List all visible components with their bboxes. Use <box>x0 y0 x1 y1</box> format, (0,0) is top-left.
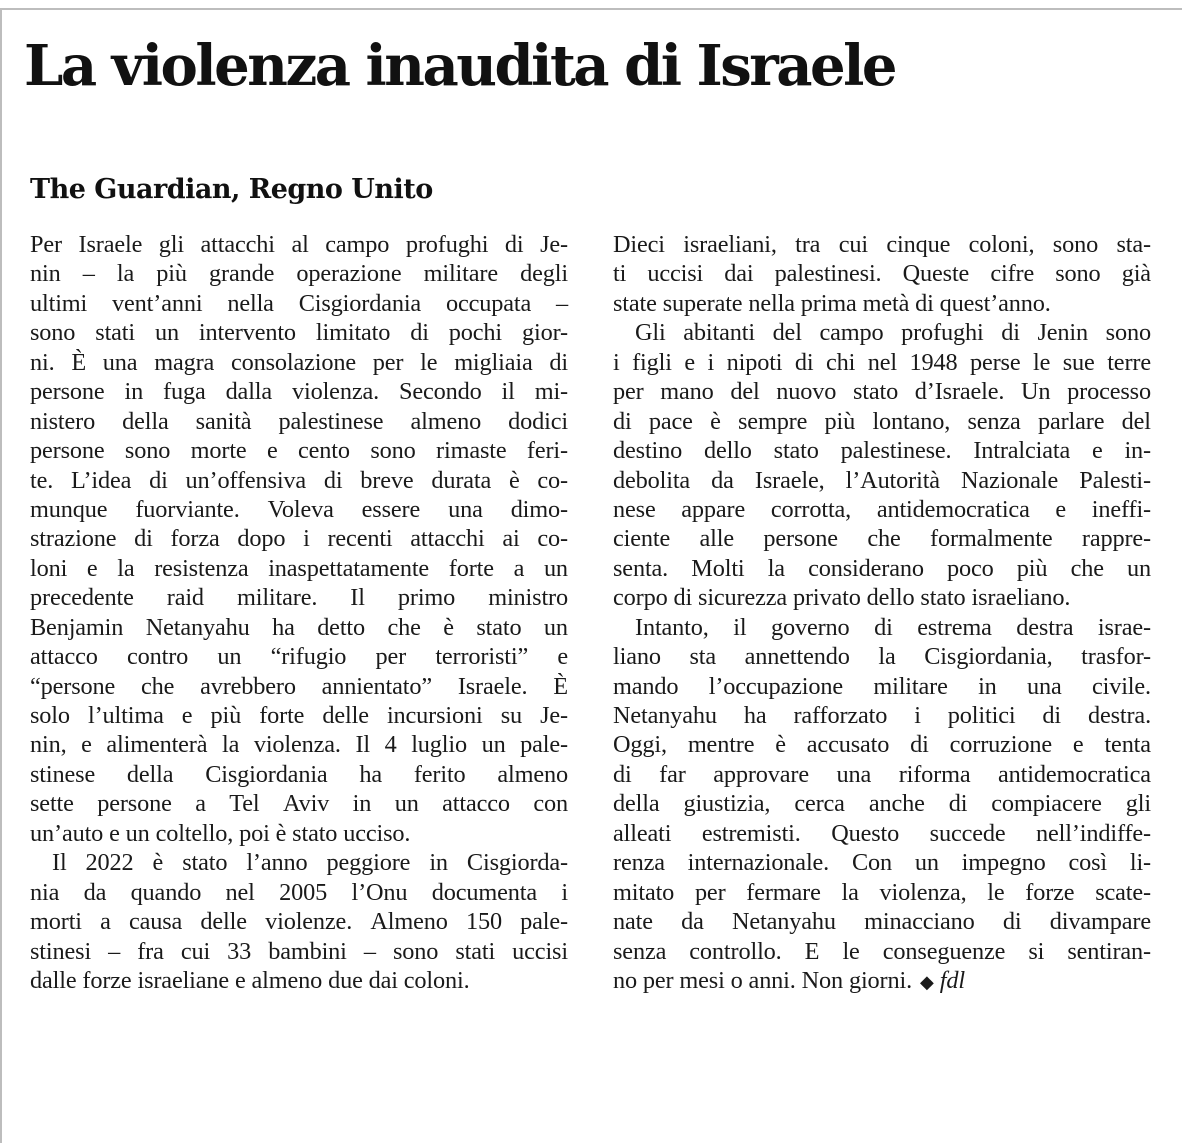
text-line: mando l’occupazione militare in una civile. <box>613 672 1151 700</box>
text-line: Netanyahu ha rafforzato i politici di destra. <box>613 702 1151 729</box>
text-line: attacco contro un “rifugio per terroristi” e <box>30 643 568 671</box>
text-line: liano sta annettendo la Cisgiordania, trasfor- <box>613 643 1151 671</box>
text-line: sette persone a Tel Aviv in un attacco con <box>30 790 568 818</box>
article-column-right <box>613 230 1151 995</box>
text-line: Dieci israeliani, tra cui cinque coloni, sono sta- <box>613 231 1151 258</box>
text-line: Il 2022 è stato l’anno peggiore in Cisgiorda- <box>52 849 568 877</box>
text-line: debolita da Israele, l’Autorità Nazionale Palesti- <box>613 466 1151 494</box>
text-line: ti uccisi dai palestinesi. Queste cifre sono già <box>613 260 1151 288</box>
text-line: strazione di forza dopo i recenti attacchi ai co- <box>30 525 568 553</box>
text-line: un’auto e un coltello, poi è stato ucciso. <box>30 819 411 847</box>
text-line: alleati estremisti. Questo succede nell’indiffe- <box>613 819 1151 847</box>
text-line: della giustizia, cerca anche di compiacere gli <box>613 790 1151 818</box>
text-line: senta. Molti la considerano poco più che un <box>613 554 1151 582</box>
text-line: nate da Netanyahu minacciano di divampare <box>613 908 1151 936</box>
text-line: corpo di sicurezza privato dello stato israeliano. <box>613 584 1071 612</box>
text-line: nin – la più grande operazione militare degli <box>30 260 568 288</box>
text-line: persone sono morte e cento sono rimaste feri- <box>30 437 568 465</box>
left-border-rule <box>0 8 2 1143</box>
text-line: ultimi vent’anni nella Cisgiordania occupata – <box>30 289 568 317</box>
text-line: di far approvare una riforma antidemocratica <box>613 760 1151 788</box>
text-line: no per mesi o anni. Non giorni. ◆ fdl <box>613 966 965 994</box>
text-line: nia da quando nel 2005 l’Onu documenta i <box>30 878 568 906</box>
article-headline: La violenza inaudita di Israele <box>24 33 896 99</box>
text-line: nin, e alimenterà la violenza. Il 4 luglio un pale- <box>30 731 568 759</box>
text-line: precedente raid militare. Il primo ministro <box>30 584 568 612</box>
text-line: state superate nella prima metà di quest’anno. <box>613 289 1051 317</box>
text-line: stinese della Cisgiordania ha ferito almeno <box>30 760 568 788</box>
text-line: Gli abitanti del campo profughi di Jenin sono <box>635 319 1151 347</box>
text-line: solo l’ultima e più forte delle incursioni su Je- <box>30 702 568 729</box>
text-line: dalle forze israeliane e almeno due dai coloni. <box>30 966 470 994</box>
text-line: ciente alle persone che formalmente rappre- <box>613 525 1151 553</box>
text-line: persone in fuga dalla violenza. Secondo il mi- <box>30 378 568 406</box>
text-line: Oggi, mentre è accusato di corruzione e tenta <box>613 731 1151 759</box>
text-line: Per Israele gli attacchi al campo profughi di Je- <box>30 231 568 258</box>
text-line: munque fuorviante. Voleva essere una dimo- <box>30 495 568 523</box>
text-line: renza internazionale. Con un impegno così li- <box>613 849 1151 877</box>
text-line: senza controllo. E le conseguenze si sentiran- <box>613 937 1151 965</box>
text-line: stinesi – fra cui 33 bambini – sono stati uccisi <box>30 937 568 965</box>
text-line: di pace è sempre più lontano, senza parlare del <box>613 407 1151 435</box>
text-line: morti a causa delle violenze. Almeno 150 pale- <box>30 908 568 936</box>
text-line: per mano del nuovo stato d’Israele. Un processo <box>613 378 1151 406</box>
top-border-rule <box>0 8 1182 10</box>
text-line: nistero della sanità palestinese almeno dodici <box>30 407 568 435</box>
text-line: Intanto, il governo di estrema destra israe- <box>635 613 1151 641</box>
text-line: mitato per fermare la violenza, le forze scate- <box>613 878 1151 906</box>
article-column-left <box>30 230 568 995</box>
author-initials: fdl <box>939 966 965 994</box>
text-line: sono stati un intervento limitato di pochi gior- <box>30 319 568 347</box>
end-mark-icon: ◆ <box>920 971 934 992</box>
text-line: Benjamin Netanyahu ha detto che è stato un <box>30 613 568 641</box>
text-line: te. L’idea di un’offensiva di breve durata è co- <box>30 466 568 494</box>
text-line: ni. È una magra consolazione per le migliaia di <box>30 348 568 376</box>
text-line: nese appare corrotta, antidemocratica e ineffi- <box>613 495 1151 523</box>
text-line: destino dello stato palestinese. Intralciata e in- <box>613 437 1151 465</box>
text-line: “persone che avrebbero annientato” Israele. È <box>30 672 568 700</box>
text-line: loni e la resistenza inaspettatamente forte a un <box>30 554 568 582</box>
article-source: The Guardian, Regno Unito <box>30 174 433 205</box>
text-line: i figli e i nipoti di chi nel 1948 perse le sue terre <box>613 348 1151 376</box>
